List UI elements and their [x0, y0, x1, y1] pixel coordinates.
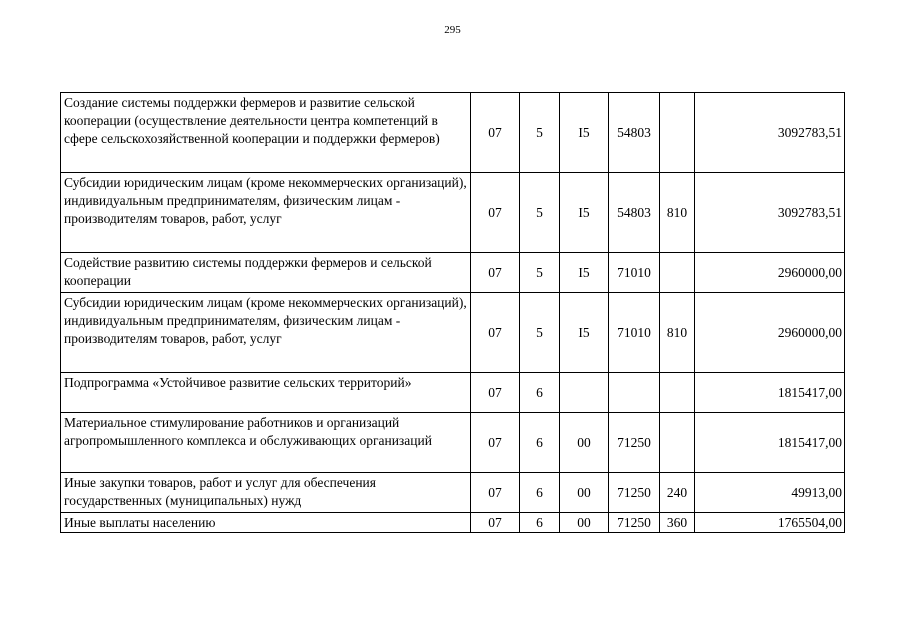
- row-direction: 54803: [609, 173, 660, 253]
- row-name: Подпрограмма «Устойчивое развитие сельских территорий»: [61, 373, 471, 413]
- row-amount: 1815417,00: [695, 413, 845, 473]
- row-name: Создание системы поддержки фермеров и развитие сельской кооперации (осуществление деятельности центра компетенций в сфере сельскохозяйственной кооперации и поддержки фермеров): [61, 93, 471, 173]
- table-row: [61, 513, 845, 533]
- row-direction: [609, 373, 660, 413]
- row-direction: 71010: [609, 293, 660, 373]
- row-amount: 1815417,00: [695, 373, 845, 413]
- row-subprogram: [560, 373, 609, 413]
- row-program: 5: [520, 173, 560, 253]
- table-row: [61, 413, 845, 473]
- row-subprogram: I5: [560, 293, 609, 373]
- row-name: Субсидии юридическим лицам (кроме некоммерческих организаций), индивидуальным предпринимателям, физическим лицам - производителям товаров, работ, услуг: [61, 293, 471, 373]
- table-row: [61, 373, 845, 413]
- row-subprogram: 00: [560, 413, 609, 473]
- row-section: 07: [471, 513, 520, 533]
- row-expense-type: [660, 373, 695, 413]
- row-program: 6: [520, 513, 560, 533]
- row-program: 5: [520, 253, 560, 293]
- row-section: 07: [471, 173, 520, 253]
- row-section: 07: [471, 373, 520, 413]
- row-amount: 1765504,00: [695, 513, 845, 533]
- row-subprogram: 00: [560, 473, 609, 513]
- row-subprogram: I5: [560, 173, 609, 253]
- row-direction: 71250: [609, 513, 660, 533]
- row-name: Иные выплаты населению: [61, 513, 471, 533]
- row-expense-type: 810: [660, 173, 695, 253]
- table-row: [61, 173, 845, 253]
- row-direction: 71010: [609, 253, 660, 293]
- row-expense-type: [660, 93, 695, 173]
- row-subprogram: I5: [560, 93, 609, 173]
- row-section: 07: [471, 93, 520, 173]
- table-row: [61, 293, 845, 373]
- row-section: 07: [471, 253, 520, 293]
- row-expense-type: [660, 413, 695, 473]
- row-program: 6: [520, 373, 560, 413]
- row-section: 07: [471, 293, 520, 373]
- row-program: 6: [520, 413, 560, 473]
- table-row: [61, 473, 845, 513]
- row-amount: 2960000,00: [695, 293, 845, 373]
- row-amount: 2960000,00: [695, 253, 845, 293]
- row-section: 07: [471, 413, 520, 473]
- row-expense-type: [660, 253, 695, 293]
- budget-table: [60, 92, 845, 533]
- row-direction: 71250: [609, 473, 660, 513]
- row-subprogram: 00: [560, 513, 609, 533]
- table-row: [61, 93, 845, 173]
- row-name: Материальное стимулирование работников и организаций агропромышленного комплекса и обслуживающих организаций: [61, 413, 471, 473]
- row-program: 5: [520, 293, 560, 373]
- page-number: 295: [444, 24, 461, 36]
- row-section: 07: [471, 473, 520, 513]
- row-program: 5: [520, 93, 560, 173]
- row-name: Субсидии юридическим лицам (кроме некоммерческих организаций), индивидуальным предпринимателям, физическим лицам - производителям товаров, работ, услуг: [61, 173, 471, 253]
- row-amount: 3092783,51: [695, 93, 845, 173]
- row-expense-type: 360: [660, 513, 695, 533]
- row-subprogram: I5: [560, 253, 609, 293]
- row-amount: 49913,00: [695, 473, 845, 513]
- row-direction: 71250: [609, 413, 660, 473]
- row-program: 6: [520, 473, 560, 513]
- row-amount: 3092783,51: [695, 173, 845, 253]
- row-name: Содействие развитию системы поддержки фермеров и сельской кооперации: [61, 253, 471, 293]
- row-name: Иные закупки товаров, работ и услуг для обеспечения государственных (муниципальных) нужд: [61, 473, 471, 513]
- row-direction: 54803: [609, 93, 660, 173]
- row-expense-type: 240: [660, 473, 695, 513]
- row-expense-type: 810: [660, 293, 695, 373]
- table-row: [61, 253, 845, 293]
